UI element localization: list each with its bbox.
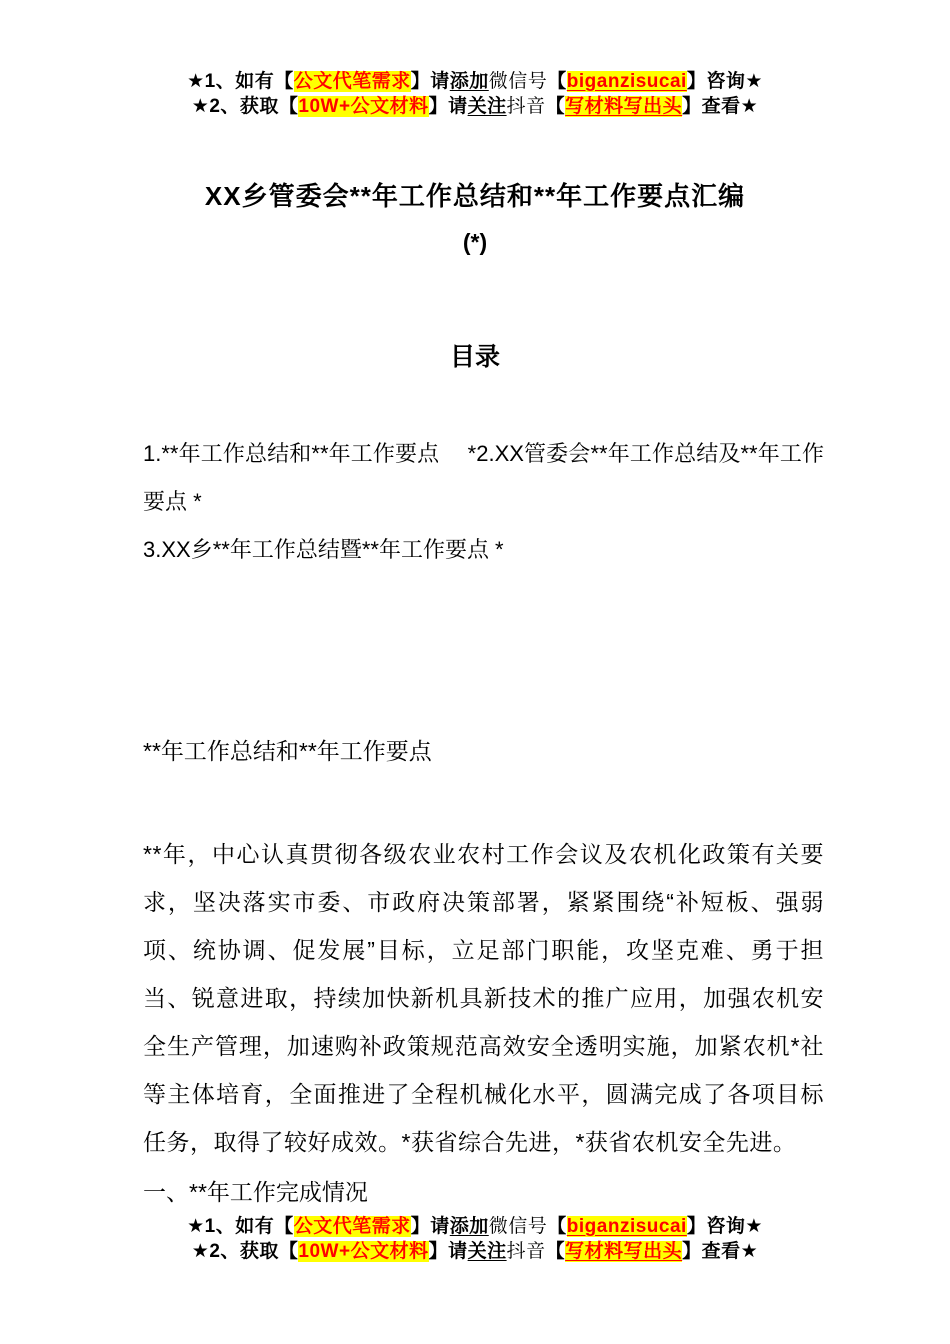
wechat-id-highlighted: biganzisucai	[566, 71, 687, 92]
douyin-id-highlighted: 写材料写出头	[565, 96, 683, 117]
section-heading-1: 一、**年工作完成情况	[143, 1179, 368, 1205]
view-suffix: 】查看★	[682, 96, 759, 117]
plain-text: 】请	[428, 96, 468, 117]
follow-action-underlined: 关注	[467, 96, 507, 117]
plain-text: 】请	[428, 1241, 468, 1262]
header-notice	[0, 0, 950, 119]
highlighted-service-name: 公文代笔需求	[293, 71, 411, 92]
consult-suffix: 】咨询★	[686, 1216, 763, 1237]
bracket-open: 【	[545, 1241, 566, 1262]
follow-action-underlined: 关注	[467, 1241, 507, 1262]
bracket-open: 【	[545, 96, 566, 117]
douyin-id-highlighted: 写材料写出头	[565, 1241, 683, 1262]
add-action-underlined: 添加	[449, 1216, 489, 1237]
header-notice-line-1	[0, 69, 950, 94]
bracket-open: 【	[547, 71, 567, 92]
footer-notice-line-2	[0, 1239, 950, 1264]
douyin-label: 抖音	[506, 1241, 546, 1262]
highlighted-service-name: 公文代笔需求	[293, 1216, 411, 1237]
consult-suffix: 】咨询★	[686, 71, 763, 92]
wechat-id-highlighted: biganzisucai	[566, 1216, 687, 1237]
star-item-2-prefix: ★2、获取【	[191, 96, 299, 117]
header-notice-line-2	[0, 94, 950, 119]
bracket-open: 【	[547, 1216, 567, 1237]
section-title: **年工作总结和**年工作要点	[143, 738, 432, 764]
add-action-underlined: 添加	[449, 71, 489, 92]
highlighted-materials-name: 10W+公文材料	[298, 1241, 429, 1262]
toc-heading: 目录	[449, 343, 500, 371]
star-item-1-prefix: ★1、如有【	[187, 71, 294, 92]
star-item-2-prefix: ★2、获取【	[191, 1241, 299, 1262]
footer-notice	[0, 1214, 950, 1264]
doc-subtitle: (*)	[462, 229, 488, 255]
plain-text: 】请	[410, 1216, 450, 1237]
wechat-label: 微信号	[488, 1216, 548, 1237]
douyin-label: 抖音	[506, 96, 546, 117]
toc-entry: 3.XX乡**年工作总结暨**年工作要点 *	[143, 537, 504, 562]
content-area	[0, 430, 950, 1216]
doc-title: XX乡管委会**年工作总结和**年工作要点汇编	[204, 181, 746, 211]
wechat-label: 微信号	[488, 71, 548, 92]
body-paragraph: **年，中心认真贯彻各级农业农村工作会议及农机化政策有关要求，坚决落实市委、市政府决策部署，紧紧围绕“补短板、强弱项、统协调、促发展”目标，立足部门职能，攻坚克难、勇于担当、锐意进取，持续加快新机具新技术的推广应用，加强农机安全生产管理，加速购补政策规范高效安全透明实施，加紧农机*社等主体培育，全面推进了全程机械化水平，圆满完成了各项目标任务，取得了较好成效。*获省综合先进，*获省农机安全先进。	[143, 841, 824, 1155]
toc-entry: 1.**年工作总结和**年工作要点 *2.XX管委会**年工作总结及**年工作要点 *	[143, 441, 824, 514]
footer-notice-line-1	[0, 1214, 950, 1239]
toc-block	[143, 430, 824, 574]
view-suffix: 】查看★	[682, 1241, 759, 1262]
star-item-1-prefix: ★1、如有【	[187, 1216, 294, 1237]
highlighted-materials-name: 10W+公文材料	[298, 96, 429, 117]
plain-text: 】请	[410, 71, 450, 92]
